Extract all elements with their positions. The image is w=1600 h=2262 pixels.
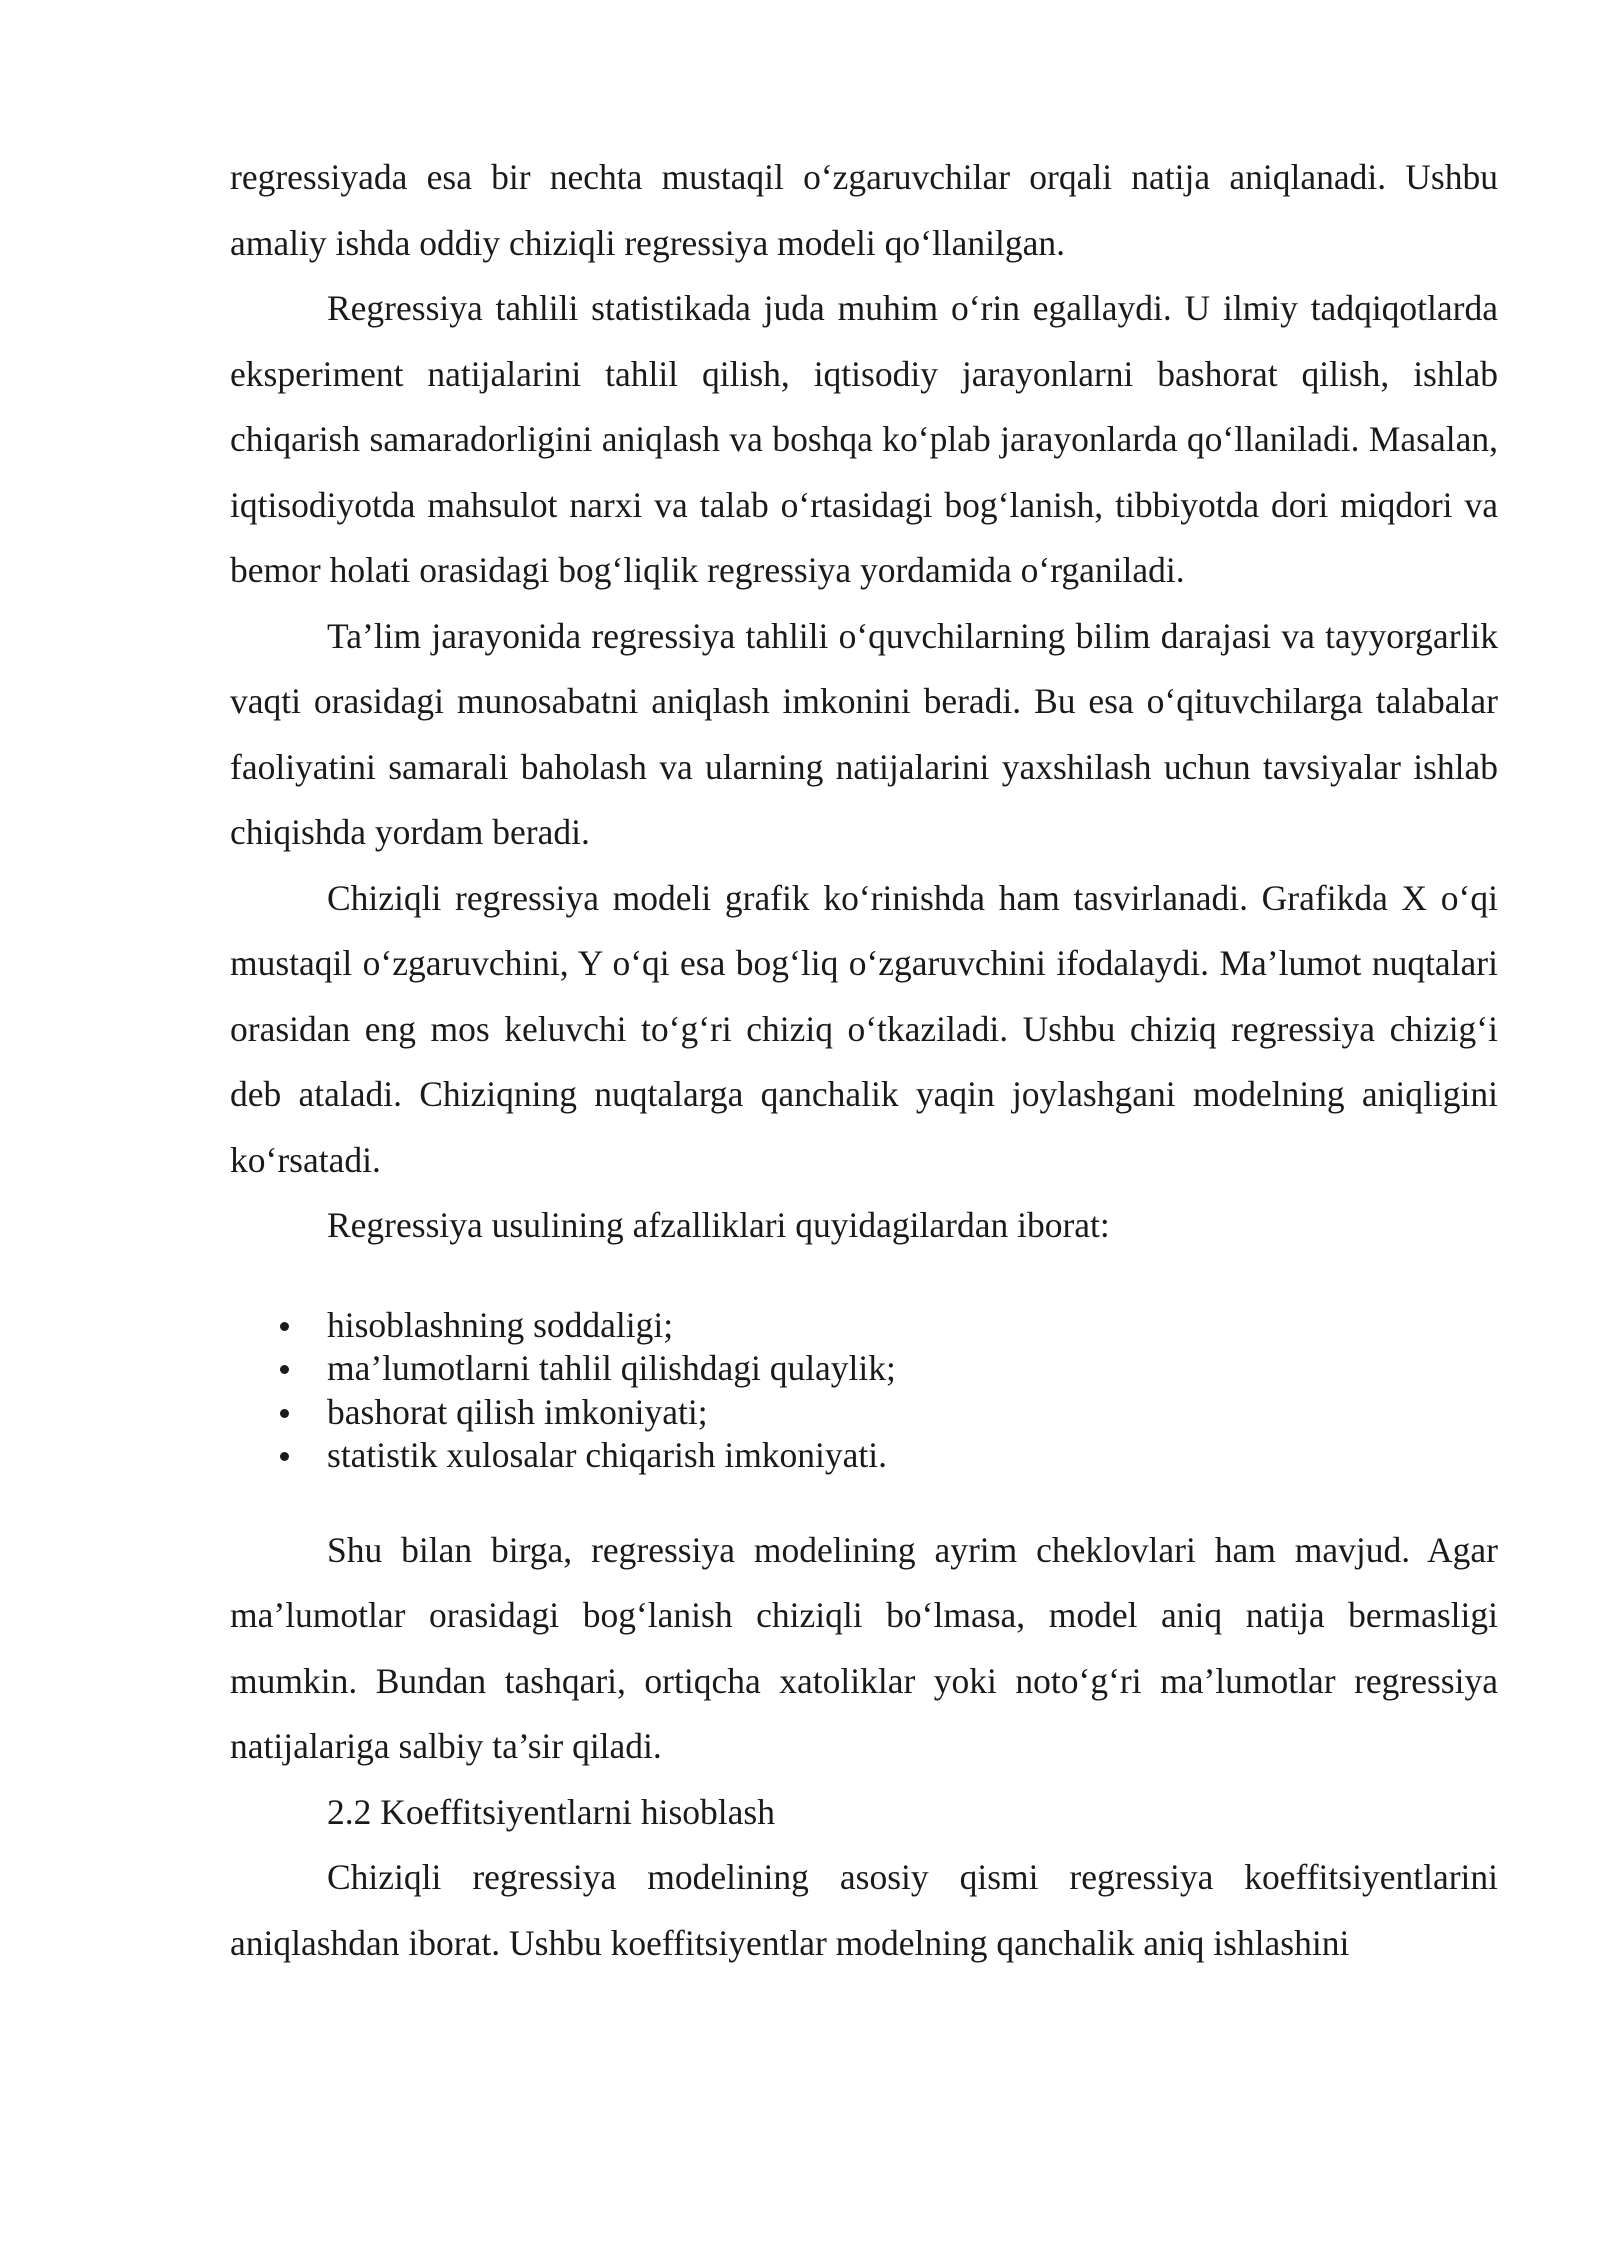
list-item-text: ma’lumotlarni tahlil qilishdagi qulaylik; bbox=[327, 1348, 896, 1388]
paragraph-regression-importance: Regressiya tahlili statistikada juda muhim o‘rin egallaydi. U ilmiy tadqiqotlarda eksperiment natijalarini tahlil qilish, iqtisodiy jarayonlarni bashorat qilish, ishlab chiqarish samaradorligini aniqlash va boshqa ko‘plab jarayonlarda qo‘llaniladi. Masalan, iqtisodiyotda mahsulot narxi va talab o‘rtasidagi bog‘lanish, tibbiyotda dori miqdori va bemor holati orasidagi bog‘liqlik regressiya yordamida o‘rganiladi. bbox=[230, 288, 1498, 590]
bullet-icon bbox=[280, 1409, 289, 1418]
list-item-text: statistik xulosalar chiqarish imkoniyati. bbox=[327, 1435, 888, 1475]
list-item bbox=[230, 1434, 1498, 1478]
section-heading: 2.2 Koeffitsiyentlarni hisoblash bbox=[327, 1791, 775, 1832]
document-body bbox=[230, 145, 1498, 1976]
list-item bbox=[230, 1391, 1498, 1435]
paragraph-advantages-intro: Regressiya usulining afzalliklari quyidagilardan iborat: bbox=[327, 1205, 1110, 1245]
bullet-icon bbox=[280, 1322, 289, 1331]
bullet-icon bbox=[280, 1365, 289, 1374]
advantages-list bbox=[230, 1304, 1498, 1478]
list-item-text: bashorat qilish imkoniyati; bbox=[327, 1391, 708, 1432]
paragraph-coefficients: Chiziqli regressiya modelining asosiy qismi regressiya koeffitsiyentlarini aniqlashdan iborat. Ushbu koeffitsiyentlar modelning qanchalik aniq ishlashini bbox=[230, 1857, 1498, 1963]
paragraph-limitations: Shu bilan birga, regressiya modelining ayrim cheklovlari ham mavjud. Agar ma’lumotlar orasidagi bog‘lanish chiziqli bo‘lmasa, model aniq natija bermasligi mumkin. Bundan tashqari, ortiqcha xatoliklar yoki noto‘g‘ri ma’lumotlar regressiya natijalariga salbiy ta’sir qiladi. bbox=[230, 1529, 1498, 1766]
paragraph-regression-intro-continued: regressiyada esa bir nechta mustaqil o‘zgaruvchilar orqali natija aniqlanadi. Ushbu amaliy ishda oddiy chiziqli regressiya modeli qo‘llanilgan. bbox=[230, 157, 1498, 263]
paragraph-education-use: Ta’lim jarayonida regressiya tahlili o‘quvchilarning bilim darajasi va tayyorgarlik vaqti orasidagi munosabatni aniqlash imkonini beradi. Bu esa o‘qituvchilarga talabalar faoliyatini samarali baholash va ularning natijalarini yaxshilash uchun tavsiyalar ishlab chiqishda yordam beradi. bbox=[230, 615, 1498, 852]
bullet-icon bbox=[280, 1452, 289, 1461]
list-item bbox=[230, 1347, 1498, 1391]
list-item bbox=[230, 1304, 1498, 1348]
paragraph-graphical-model: Chiziqli regressiya modeli grafik ko‘rinishda ham tasvirlanadi. Grafikda X o‘qi mustaqil o‘zgaruvchini, Y o‘qi esa bog‘liq o‘zgaruvchini ifodalaydi. Ma’lumot nuqtalari orasidan eng mos keluvchi to‘g‘ri chiziq o‘tkaziladi. Ushbu chiziq regressiya chizig‘i deb ataladi. Chiziqning nuqtalarga qanchalik yaqin joylashgani modelning aniqligini ko‘rsatadi. bbox=[230, 877, 1498, 1180]
list-item-text: hisoblashning soddaligi; bbox=[327, 1304, 674, 1345]
